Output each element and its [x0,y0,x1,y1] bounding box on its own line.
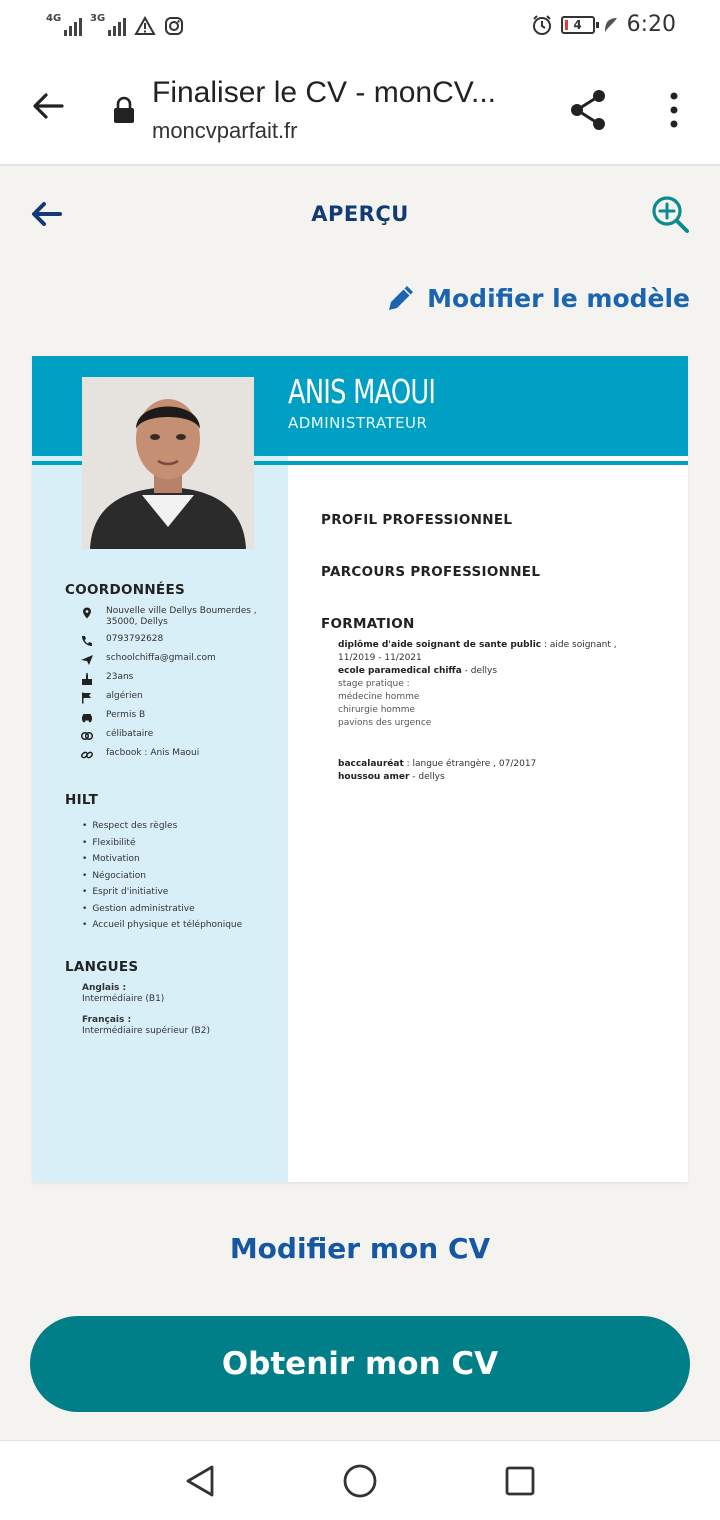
contact-text: célibataire [106,729,154,739]
contact-item-license [80,710,280,723]
signal-4g-icon [46,14,82,36]
nav-back-icon[interactable] [184,1463,218,1499]
language-item [82,983,164,1005]
contact-text: Permis B [106,710,146,720]
education-degree: diplôme d'aide soignant de sante public [338,640,542,650]
contact-text: facbook : Anis Maoui [106,748,200,758]
education-detail: : langue étrangère , 07/2017 [403,759,537,769]
skill-item: • Accueil physique et téléphonique [82,917,242,934]
education-school: houssou amer [338,772,410,782]
contact-item-marital [80,729,280,742]
share-icon[interactable] [568,88,608,132]
skills-heading: HILT [65,792,99,808]
contact-list [80,606,280,767]
contact-item-nationality [80,691,280,704]
nav-home-icon[interactable] [342,1463,378,1499]
education-note: chirurgie homme [338,705,415,715]
contact-text: 23ans [106,672,134,682]
browser-page-title[interactable]: Finaliser le CV - monCV... [152,76,497,109]
language-item [82,1015,210,1037]
education-entry [338,758,656,784]
clock: 6:20 [626,12,676,37]
education-location: - dellys [461,666,498,676]
education-location: - dellys [409,772,445,782]
experience-heading: PARCOURS PROFESSIONNEL [321,564,541,580]
language-level: Intermédiaire (B1) [82,994,165,1004]
profile-heading: PROFIL PROFESSIONNEL [321,512,513,528]
flag-icon [80,692,94,704]
cv-preview[interactable] [32,356,688,1182]
education-school-line [338,771,656,784]
edit-cv-link[interactable]: Modifier mon CV [229,1232,491,1265]
education-note: pavions des urgence [338,718,432,728]
skills-list [82,818,242,934]
skill-item: • Gestion administrative [82,901,242,918]
browser-url[interactable]: moncvparfait.fr [152,118,298,143]
education-note: médecine homme [338,692,420,702]
browser-back-icon[interactable] [28,86,68,126]
preview-title: APERÇU [311,202,409,226]
contact-text: Nouvelle ville Dellys Boumerdes , 35000, Dellys [106,606,257,627]
contact-heading: COORDONNÉES [65,582,186,598]
nav-recents-icon[interactable] [504,1465,536,1497]
languages-heading: LANGUES [65,959,139,975]
contact-text: algérien [106,691,143,701]
profile-photo [82,377,254,549]
signal-4g-label: 4G [46,13,62,24]
status-bar [0,0,720,56]
signal-3g-label: 3G [90,13,106,24]
edit-template-link[interactable] [385,282,690,314]
contact-text: 0793792628 [106,634,164,644]
zoom-in-icon[interactable] [650,194,690,234]
contact-item-facebook [80,748,280,761]
leaf-icon [603,16,619,34]
skill-item: • Motivation [82,851,242,868]
skill-item: • Esprit d'initiative [82,884,242,901]
contact-item-phone [80,634,280,647]
education-detail: : aide soignant , 11/2019 - 11/2021 [338,640,617,663]
edit-template-label: Modifier le modèle [427,283,690,313]
contact-text: schoolchiffa@gmail.com [106,653,216,663]
cv-main-panel [288,478,688,1182]
education-degree-line [338,758,656,771]
status-left [46,14,184,36]
skill-item: • Flexibilité [82,835,242,852]
cake-icon [80,673,94,685]
education-degree-line [338,639,656,665]
signal-3g-icon [90,14,126,36]
status-right [531,12,676,37]
alarm-icon [531,14,553,36]
warning-icon [134,16,156,36]
skill-item: • Respect des règles [82,818,242,835]
link-icon [80,749,94,761]
contact-item-age [80,672,280,685]
lock-icon [112,96,136,124]
education-degree: baccalauréat [338,759,404,769]
language-name: Anglais : [82,983,127,993]
browser-toolbar [0,56,720,166]
education-note: stage pratique : [338,679,410,689]
get-cv-button[interactable]: Obtenir mon CV [30,1316,690,1412]
car-icon [80,711,94,723]
rings-icon [80,730,94,742]
location-icon [80,607,94,619]
system-nav-bar [0,1440,720,1520]
education-heading: FORMATION [321,616,415,632]
education-school: ecole paramedical chiffa [338,666,462,676]
cv-name: ANIS MAOUI [288,372,436,411]
skill-item: • Négociation [82,868,242,885]
language-name: Français : [82,1015,132,1025]
instagram-icon [164,16,184,36]
cv-job-title: ADMINISTRATEUR [288,414,428,432]
language-level: Intermédiaire supérieur (B2) [82,1026,210,1036]
overflow-menu-icon[interactable] [664,90,684,130]
phone-icon [80,635,94,647]
education-entry [338,639,656,730]
contact-item-email [80,653,280,666]
contact-item-address [80,606,280,628]
education-school-line [338,665,656,678]
battery-icon: 4 [561,16,595,34]
pencil-icon [385,282,417,314]
send-icon [80,654,94,666]
